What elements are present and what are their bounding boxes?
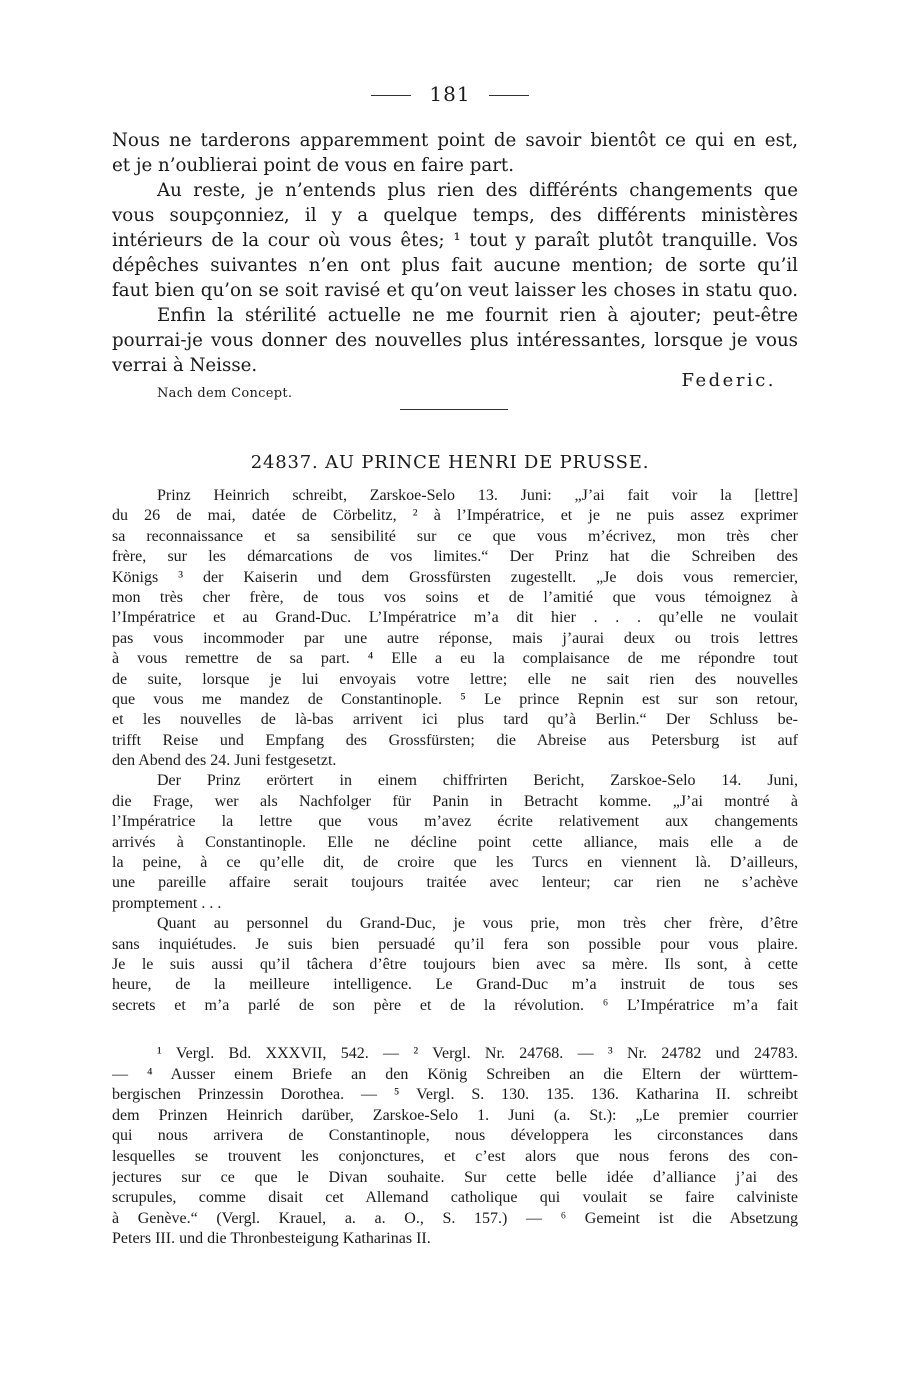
text-line: pas vous incommoder par une autre réponse, mais j’aurai deux ou trois lettres [112, 629, 798, 647]
page-number: 181 [429, 82, 471, 106]
footnote-line: Peters III. und die Thronbesteigung Katharinas II. [112, 1230, 431, 1248]
text-line: den Abend des 24. Juni festgesetzt. [112, 752, 337, 770]
text-line: promptement . . . [112, 894, 222, 912]
text-line: pourrai-je vous donner des nouvelles plus intéressantes, lorsque je vous [112, 330, 798, 351]
closing-row [112, 370, 798, 410]
text-line: l’Impératrice et au Grand-Duc. L’Impératrice m’a dit hier . . . qu’elle ne voulait [112, 609, 798, 627]
footnote-line: scrupules, comme disait cet Allemand catholique qui voulait se faire calviniste [112, 1189, 798, 1207]
footnote-line: jectures sur ce que le Divan souhaite. Sur cette belle idée d’alliance j’ai des [112, 1168, 798, 1186]
summary-body [112, 486, 798, 1016]
text-line: Quant au personnel du Grand-Duc, je vous prie, mon très cher frère, d’être [157, 915, 798, 933]
text-line: la peine, à ce qu’elle dit, de croire que les Turcs en viennent là. D’ailleurs, [112, 854, 798, 872]
text-line: Nous ne tarderons apparemment point de savoir bientôt ce qui en est, [112, 130, 798, 151]
text-line: mon très cher frère, de tous vos soins et de l’amitié que vous témoignez à [112, 588, 798, 606]
footnote-line: lesquelles se trouvent les conjonctures, et c’est alors que nous ferons des con- [112, 1147, 798, 1165]
footnote-line: dem Prinzen Heinrich darüber, Zarskoe-Selo 1. Juni (a. St.): „Le premier courrier [112, 1106, 798, 1124]
text-line: sans inquiétudes. Je suis bien persuadé qu’il fera son possible pour vous plaire. [112, 935, 798, 953]
intro-paragraphs [112, 128, 798, 378]
text-line: heure, de la meilleure intelligence. Le Grand-Duc m’a instruit de tous ses [112, 976, 798, 994]
text-line: faut bien qu’on se soit ravisé et qu’on veut laisser les choses in statu quo. [112, 280, 798, 301]
header-rule-left [371, 95, 411, 96]
text-line: frère, sur les démarcations de vos limites.“ Der Prinz hat die Schreiben des [112, 548, 798, 566]
text-line: que vous me mandez de Constantinople. ⁵ Le prince Repnin est sur son retour, [112, 690, 798, 708]
header-rule-right [489, 95, 529, 96]
text-line: Königs ³ der Kaiserin und dem Grossfürsten zugestellt. „Je dois vous remercier, [112, 568, 798, 586]
source-note: Nach dem Concept. [157, 386, 293, 401]
text-line: à vous remettre de sa part. ⁴ Elle a eu la complaisance de me répondre tout [112, 650, 798, 668]
text-line: une pareille affaire serait toujours traitée avec lenteur; car rien ne s’achève [112, 874, 798, 892]
footnote-line: — ⁴ Ausser einem Briefe an den König Schreiben an die Eltern der württem- [112, 1065, 798, 1083]
page-header [0, 82, 900, 106]
text-line: trifft Reise und Empfang des Grossfürsten; die Abreise aus Petersburg ist auf [112, 731, 798, 749]
footnote-line: ¹ Vergl. Bd. XXXVII, 542. — ² Vergl. Nr. 24768. — ³ Nr. 24782 und 24783. [157, 1045, 798, 1062]
footnote-line: bergischen Prinzessin Dorothea. — ⁵ Vergl. S. 130. 135. 136. Katharina II. schreibt [112, 1086, 798, 1104]
text-line: secrets et m’a parlé de son père et de la révolution. ⁶ L’Impératrice m’a fait [112, 996, 798, 1014]
text-line: de suite, lorsque je lui envoyais votre lettre; elle ne sait rien des nouvelles [112, 670, 798, 688]
text-line: intérieurs de la cour où vous êtes; ¹ tout y paraît plutôt tranquille. Vos [112, 230, 798, 251]
text-line: arrivés à Constantinople. Elle ne décline point cette alliance, mais elle a de [112, 833, 798, 851]
footnote-line: à Genève.“ (Vergl. Krauel, a. a. O., S. 157.) — ⁶ Gemeint ist die Absetzung [112, 1209, 798, 1227]
text-line: Je le suis aussi qu’il tâchera d’être toujours bien avec sa mère. Ils sont, à cette [112, 955, 798, 973]
text-line: sa reconnaissance et sa sensibilité sur ce que vous m’écrivez, mon très cher [112, 527, 798, 545]
signature: Federic. [681, 370, 776, 391]
footnote-line: qui nous arrivera de Constantinople, nous développera les circonstances dans [112, 1127, 798, 1145]
text-line: et les nouvelles de là-bas arrivent ici plus tard qu’à Berlin.“ Der Schluss be- [112, 711, 798, 729]
text-line: Prinz Heinrich schreibt, Zarskoe-Selo 13. Juni: „J’ai fait voir la [lettre] [157, 487, 798, 504]
text-line: vous soupçonniez, il y a quelque temps, des différents ministères [112, 205, 798, 226]
text-line: die Frage, wer als Nachfolger für Panin in Betracht komme. „J’ai montré à [112, 792, 798, 810]
text-line: l’Impératrice la lettre que vous m’avez écrite relativement aux changements [112, 813, 798, 831]
text-line: et je n’oublierai point de vous en faire part. [112, 155, 514, 176]
text-line: Au reste, je n’entends plus rien des différénts changements que [157, 180, 798, 201]
section-divider [400, 409, 508, 410]
text-line: Enfin la stérilité actuelle ne me fournit rien à ajouter; peut-être [157, 305, 798, 326]
text-line: Der Prinz erörtert in einem chiffrirten Bericht, Zarskoe-Selo 14. Juni, [157, 772, 798, 790]
text-line: du 26 de mai, datée de Cörbelitz, ² à l’Impératrice, et je ne puis assez exprimer [112, 507, 798, 525]
letter-title: 24837. AU PRINCE HENRI DE PRUSSE. [250, 452, 650, 473]
text-line: verrai à Neisse. [112, 355, 258, 376]
text-line: dépêches suivantes n’en ont plus fait aucune mention; de sorte qu’il [112, 255, 798, 276]
footnotes [112, 1044, 798, 1250]
